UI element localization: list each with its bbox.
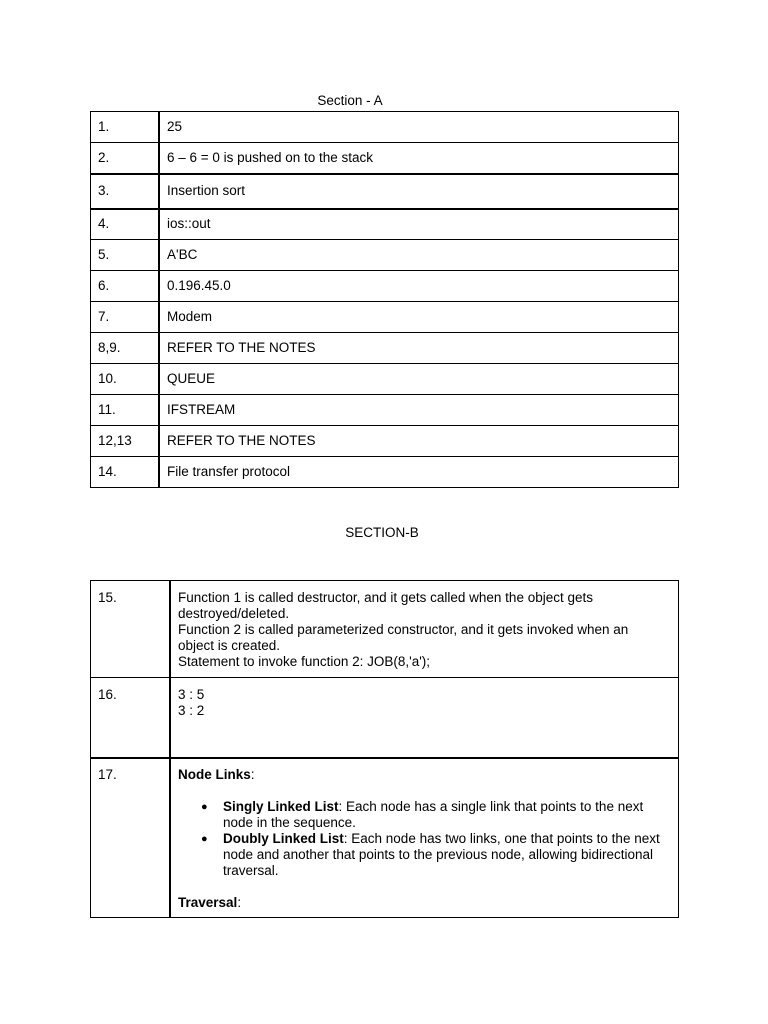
answer-line: object is created. xyxy=(178,638,281,653)
answer-cell xyxy=(170,758,679,918)
answer-cell: IFSTREAM xyxy=(159,395,679,426)
question-number: 2. xyxy=(91,143,160,174)
table-row xyxy=(91,333,679,364)
answer-cell: QUEUE xyxy=(159,364,679,395)
list-item: ● Singly Linked List: Each node has a single link that points to the next node in the sequence. xyxy=(223,799,671,831)
section-a-title: Section - A xyxy=(317,93,383,108)
question-number: 5. xyxy=(91,240,160,271)
answer-cell: File transfer protocol xyxy=(159,457,679,488)
answer-line: Function 2 is called parameterized constructor, and it gets invoked when an xyxy=(178,622,629,637)
question-number: 10. xyxy=(91,364,160,395)
table-row xyxy=(91,271,679,302)
answer-cell: Insertion sort xyxy=(159,174,679,209)
question-number: 8,9. xyxy=(91,333,160,364)
answer-line: 3 : 5 xyxy=(178,687,205,702)
question-number: 3. xyxy=(91,174,160,209)
answer-cell: REFER TO THE NOTES xyxy=(159,333,679,364)
table-row xyxy=(91,112,679,143)
table-row xyxy=(91,581,679,678)
question-number: 15. xyxy=(91,581,171,678)
section-b-table xyxy=(90,580,679,918)
table-row xyxy=(91,426,679,457)
table-row xyxy=(91,678,679,758)
answer-cell: 0.196.45.0 xyxy=(159,271,679,302)
question-number: 17. xyxy=(91,758,171,918)
table-row xyxy=(91,395,679,426)
table-row xyxy=(91,758,679,918)
table-row xyxy=(91,240,679,271)
subheading-node-links: Node Links: xyxy=(178,766,255,782)
section-a-table xyxy=(90,111,679,488)
list-item: ● Doubly Linked List: Each node has two links, one that points to the next node and another that points to the previous node, allowing bidirectional traversal. xyxy=(223,831,671,879)
table-row xyxy=(91,457,679,488)
answer-cell: 25 xyxy=(159,112,679,143)
answer-line: Statement to invoke function 2: JOB(8,'a'); xyxy=(178,654,431,669)
table-row xyxy=(91,209,679,240)
answer-line: Function 1 is called destructor, and it gets called when the object gets xyxy=(178,590,593,605)
table-row xyxy=(91,143,679,174)
answer-line: destroyed/deleted. xyxy=(178,606,290,621)
table-row xyxy=(91,302,679,333)
table-row xyxy=(91,174,679,209)
question-number: 14. xyxy=(91,457,160,488)
question-number: 1. xyxy=(91,112,160,143)
answer-cell xyxy=(170,678,679,758)
question-number: 6. xyxy=(91,271,160,302)
answer-cell: 6 – 6 = 0 is pushed on to the stack xyxy=(159,143,679,174)
question-number: 4. xyxy=(91,209,160,240)
bullet-list xyxy=(178,799,671,879)
table-row xyxy=(91,364,679,395)
question-number: 12,13 xyxy=(91,426,160,457)
answer-cell xyxy=(170,581,679,678)
answer-cell: A'BC xyxy=(159,240,679,271)
answer-cell: ios::out xyxy=(159,209,679,240)
question-number: 16. xyxy=(91,678,171,758)
answer-line: 3 : 2 xyxy=(178,703,205,718)
answer-cell: Modem xyxy=(159,302,679,333)
question-number: 7. xyxy=(91,302,160,333)
section-b-title: SECTION-B xyxy=(345,525,419,540)
subheading-traversal: Traversal: xyxy=(178,894,242,910)
answer-cell: REFER TO THE NOTES xyxy=(159,426,679,457)
question-number: 11. xyxy=(91,395,160,426)
